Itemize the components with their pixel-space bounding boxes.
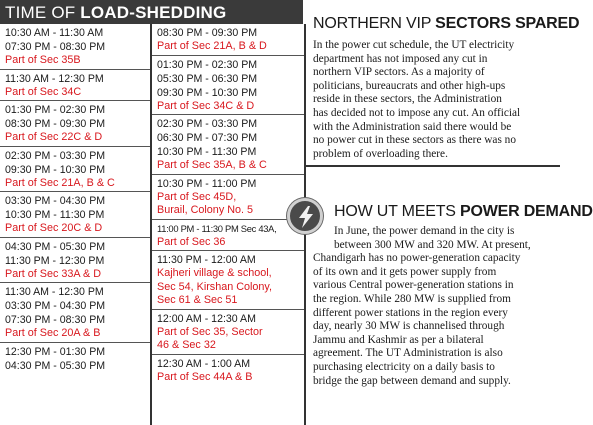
affected-area: Part of Sec 22C & D <box>5 131 103 143</box>
heading-light: NORTHERN VIP <box>313 15 436 32</box>
heading-light: HOW UT MEETS <box>334 203 460 220</box>
time-slot: 02:30 PM - 03:30 PM <box>157 118 258 130</box>
affected-area: Part of Sec 36 <box>157 235 226 248</box>
vip-sectors-heading <box>309 14 580 33</box>
time-slot: 11:30 AM - 12:30 PM <box>5 286 104 298</box>
time-slot: 06:30 PM - 07:30 PM <box>157 132 258 144</box>
power-demand-heading <box>309 202 593 221</box>
schedule-entry <box>0 24 150 70</box>
affected-area: Part of Sec 20A & B <box>5 327 101 339</box>
body-line: problem of overloading there. <box>313 147 448 160</box>
schedule-entry <box>0 238 150 284</box>
affected-area: Part of Sec 33A & D <box>5 267 102 280</box>
schedule-entry <box>152 310 304 355</box>
body-line: different power stations in the region every <box>313 306 508 319</box>
body-line: no power cut in these sectors as there was no <box>313 134 516 147</box>
body-line: Chandigarh has no power-generation capacity <box>313 252 521 265</box>
affected-area: Part of Sec 34C & D <box>157 99 255 112</box>
body-line: with the Administration said there would be <box>313 120 512 133</box>
time-slot: 01:30 PM - 02:30 PM <box>157 58 258 71</box>
affected-area: Part of Sec 20C & D <box>5 222 103 234</box>
schedule-entry <box>0 101 150 147</box>
affected-area: Part of Sec 35B <box>5 54 81 66</box>
schedule-entry <box>152 251 304 310</box>
body-line: northern VIP sectors. As a majority of <box>313 66 485 79</box>
schedule-column-left <box>0 24 150 374</box>
lightning-bolt-icon <box>287 198 323 234</box>
time-slot: 07:30 PM - 08:30 PM <box>5 314 106 326</box>
body-line: various Central power-generation stations in <box>313 279 514 292</box>
affected-area: Part of Sec 35, Sector <box>157 325 263 338</box>
time-slot: 12:30 AM - 1:00 AM <box>157 357 251 370</box>
body-line: the region. While 280 MW is supplied from <box>313 292 511 305</box>
time-slot: 12:30 PM - 01:30 PM <box>5 345 106 358</box>
time-slot: 04:30 PM - 05:30 PM <box>5 240 106 253</box>
affected-area: Part of Sec 21A, B & D <box>157 40 267 52</box>
title-light-text: TIME OF <box>5 3 81 22</box>
time-slot: 11:30 PM - 12:30 PM <box>5 254 105 267</box>
heading-bold: POWER DEMAND <box>460 203 593 220</box>
affected-area: Sec 61 & Sec 51 <box>157 294 238 306</box>
time-slot: 03:30 PM - 04:30 PM <box>5 300 106 312</box>
time-slot: 10:30 AM - 11:30 AM <box>5 27 104 39</box>
body-line: In June, the power demand in the city is <box>334 225 515 237</box>
time-slot: 10:30 PM - 11:00 PM <box>157 177 257 190</box>
time-slot: 05:30 PM - 06:30 PM <box>157 72 258 85</box>
time-slot: 08:30 PM - 09:30 PM <box>5 118 106 130</box>
heading-bold: SECTORS SPARED <box>435 15 580 32</box>
affected-area: Part of Sec 35A, B & C <box>157 159 267 171</box>
time-slot: 09:30 PM - 10:30 PM <box>157 86 258 99</box>
affected-area: Part of Sec 45D, <box>157 190 237 203</box>
body-line: agreement. The UT Administration is also <box>313 347 503 360</box>
affected-area: 46 & Sec 32 <box>157 339 216 351</box>
schedule-entry <box>152 355 304 386</box>
affected-area: Part of Sec 44A & B <box>157 370 253 383</box>
time-slot: 08:30 PM - 09:30 PM <box>157 27 258 39</box>
schedule-entry <box>152 175 304 220</box>
schedule-entry <box>0 343 150 374</box>
schedule-entry <box>0 70 150 102</box>
schedule-entry <box>152 115 304 175</box>
time-slot: 03:30 PM - 04:30 PM <box>5 195 106 207</box>
section-divider <box>304 165 560 167</box>
time-slot: 11:00 PM - 11:30 PM Sec 43A, <box>157 222 277 234</box>
time-slot: 04:30 PM - 05:30 PM <box>5 359 106 372</box>
time-slot: 02:30 PM - 03:30 PM <box>5 149 106 162</box>
schedule-entry <box>152 24 304 56</box>
schedule-column-right <box>152 24 304 385</box>
time-slot: 07:30 PM - 08:30 PM <box>5 41 106 53</box>
body-line: bridge the gap between demand and supply. <box>313 374 511 387</box>
time-slot: 10:30 PM - 11:30 PM <box>5 209 105 221</box>
schedule-entry <box>0 192 150 238</box>
title-bold-text: LOAD-SHEDDING <box>80 3 227 22</box>
time-slot: 09:30 PM - 10:30 PM <box>5 163 106 176</box>
time-slot: 11:30 AM - 12:30 PM <box>5 72 104 85</box>
body-line: politicians, bureaucrats and other high-ups <box>313 79 506 92</box>
affected-area: Sec 54, Kirshan Colony, <box>157 280 273 293</box>
body-line: department has not imposed any cut in <box>313 52 488 65</box>
time-slot: 01:30 PM - 02:30 PM <box>5 104 106 116</box>
affected-area: Burail, Colony No. 5 <box>157 204 254 216</box>
affected-area: Kajheri village & school, <box>157 267 272 279</box>
vip-sectors-body <box>309 39 560 161</box>
power-demand-story <box>309 202 593 388</box>
schedule-entry <box>0 147 150 193</box>
affected-area: Part of Sec 21A, B & C <box>5 176 115 189</box>
body-line: reside in these sectors, the Administration <box>313 93 502 106</box>
body-line: has decided not to impose any cut. An official <box>313 106 521 119</box>
schedule-entry <box>152 220 304 252</box>
power-demand-body <box>309 225 560 388</box>
schedule-entry <box>152 56 304 116</box>
schedule-entry <box>0 283 150 343</box>
time-slot: 10:30 PM - 11:30 PM <box>157 146 257 158</box>
load-shedding-title <box>0 0 303 24</box>
body-line: purchasing electricity on a daily basis to <box>313 360 495 373</box>
body-line: In the power cut schedule, the UT electricity <box>313 39 515 51</box>
time-slot: 12:00 AM - 12:30 AM <box>157 312 256 325</box>
body-line: day, nearly 30 MW is channelised through <box>313 320 505 333</box>
body-line: of its own and it gets power supply from <box>313 265 497 278</box>
vip-sectors-story <box>309 14 580 167</box>
body-line: between 300 MW and 320 MW. At present, <box>334 238 531 251</box>
affected-area: Part of Sec 34C <box>5 85 82 98</box>
body-line: Jammu and Kashmir as per a bilateral <box>313 333 484 346</box>
time-slot: 11:30 PM - 12:00 AM <box>157 254 256 266</box>
